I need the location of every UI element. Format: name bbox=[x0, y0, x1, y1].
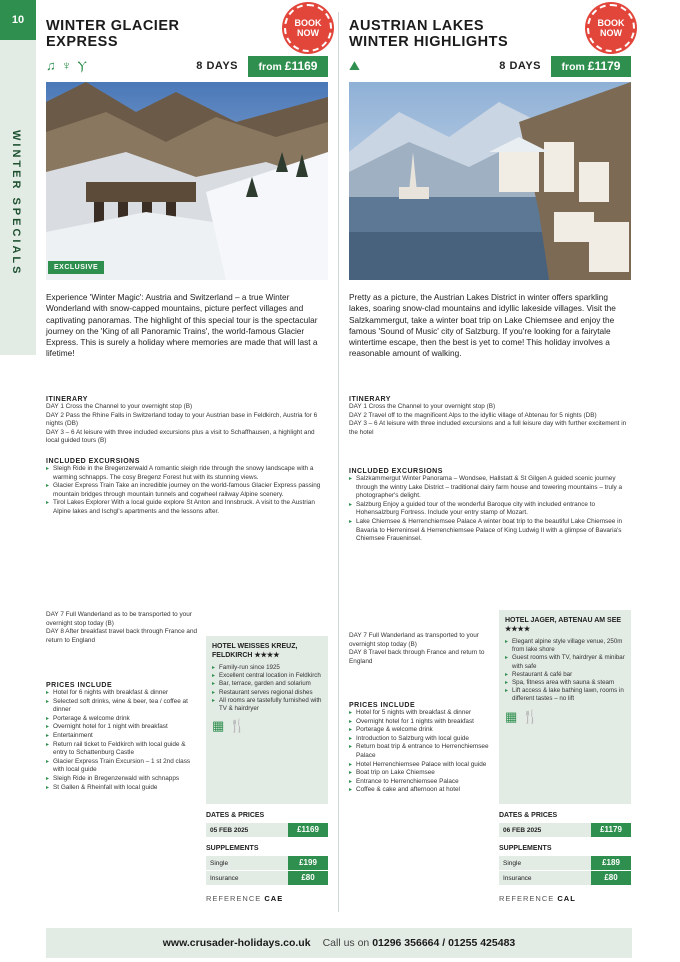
tour-photo-train-bridge bbox=[46, 82, 328, 280]
column-divider bbox=[338, 12, 339, 912]
list-item: ▸ Elegant alpine style village venue, 250m from lake shore bbox=[505, 638, 625, 654]
list-item: ▸ Tirol Lakes Explorer With a local guide explore St Anton and Innsbruck. A visit to the Austrian Alpine lakes and Ischgl's apartments and the lessons after. bbox=[46, 499, 328, 516]
table-row: Single £199 bbox=[206, 856, 328, 871]
tour-title: AUSTRIAN LAKES WINTER HIGHLIGHTS bbox=[349, 18, 509, 50]
itinerary-section: ITINERARY DAY 1 Cross the Channel to your overnight stop (B) DAY 2 Travel off to the magnificent Alps to the idyllic village of Abtenau for 5 nights (DB) DAY 3 – 6 At leisure with three included excursions and a full leisure day with further excitement in the hotel bbox=[349, 396, 627, 436]
section-label: WINTER SPECIALS bbox=[10, 130, 22, 277]
reference-code: REFERENCE CAL bbox=[499, 894, 576, 903]
list-item: ▸ Selected soft drinks, wine & beer, tea / coffee at dinner bbox=[46, 698, 196, 715]
from-price-badge: from £1179 bbox=[551, 56, 631, 77]
list-item: ▸ Boat trip on Lake Chiemsee bbox=[349, 769, 494, 778]
table-row: Insurance £80 bbox=[206, 871, 328, 886]
hotel-info-box: HOTEL WEISSES KREUZ, FELDKIRCH ★★★★ ▸ Family-run since 1925 ▸ Excellent central location in Feldkirch ▸ Bar, terrace, garden and solarium ▸ Restaurant serves regional dishes ▸ All rooms are tastefully furnished with TV & hairdryer ▦🍴 bbox=[206, 636, 328, 804]
list-item: ▸ Sleigh Ride in the Bregenzerwald A romantic sleigh ride through the snowy landscape with a warming schnapps. The cosy Bregenz Forest hut with its stunning views. bbox=[46, 465, 328, 482]
list-item: ▸ All rooms are tastefully furnished with TV & hairdryer bbox=[212, 697, 322, 713]
tour-intro: Experience 'Winter Magic': Austria and Switzerland – a true Winter Wonderland with snow-capped mountains, picture perfect villages and captivating panoramas. The highlight of this special tour is the spectacular journey on the 'King of all Panoramic Trains', the world-famous Glacier Express. This is surely a holiday where memories are made that will last a lifetime! bbox=[46, 292, 318, 359]
table-row: Single £189 bbox=[499, 856, 631, 871]
feature-icons bbox=[349, 58, 360, 74]
restaurant-icon: 🍴 bbox=[522, 708, 544, 724]
date-row: 05 FEB 2025 £1169 bbox=[206, 823, 328, 837]
list-item: ▸ Salzkammergut Winter Panorama – Wondsee, Hallstatt & St Gilgen A guided scenic journey through the wintry Lake District – traditional dairy farm house and towering mountains – truly a photographer's delight. bbox=[349, 475, 631, 501]
list-item: ▸ Coffee & cake and afternoon at hotel bbox=[349, 786, 494, 795]
final-days: DAY 7 Full Wanderland as transported to your overnight stop today (B) DAY 8 Travel back through France and return to England bbox=[349, 632, 485, 665]
list-item: ▸ Excellent central location in Feldkirch bbox=[212, 672, 322, 680]
from-price-badge: from £1169 bbox=[248, 56, 328, 77]
prices-include-section: PRICES INCLUDE ▸ Hotel for 5 nights with breakfast & dinner ▸ Overnight hotel for 1 nights with breakfast ▸ Porterage & welcome drink ▸ Introduction to Salzburg with local guide ▸ Return boat trip & entrance to Herrenchiemsee Palace ▸ Hotel Herrenchiemsee Palace with local guide ▸ Boat trip on Lake Chiemsee ▸ Entrance to Herrenchiemsee Palace ▸ Coffee & cake and afternoon at hotel bbox=[349, 696, 494, 795]
prices-include-section: PRICES INCLUDE ▸ Hotel for 6 nights with breakfast & dinner ▸ Selected soft drinks, wine & beer, tea / coffee at dinner ▸ Porterage & welcome drink ▸ Overnight hotel for 1 night with breakfast ▸ Entertainment ▸ Return rail ticket to Feldkirch with local guide & entry to Schattenburg Castle ▸ Glacier Express Train Excursion – 1 st 2nd class with local guide ▸ Sleigh Ride in Bregenzerwald with schnapps ▸ St Gallen & Rheinfall with local guide bbox=[46, 676, 196, 792]
list-item: ▸ Glacier Express Train Take an incredible journey on the world-famous Glacier Express passing mountain bridges through mountain tunnels and cogwheel railway Alpine scenery. bbox=[46, 482, 328, 499]
list-item: ▸ Lift access & lake bathing lawn, rooms in different tastes – no lift bbox=[505, 687, 625, 703]
tour-photo-hallstatt-lake bbox=[349, 82, 631, 280]
feature-icons bbox=[46, 58, 87, 74]
tour-intro: Pretty as a picture, the Austrian Lakes District in winter offers sparkling lakes, soaring snow-clad mountains and idyllic lakeside villages. Visit the Salzkammergut, take a winter boat trip on Lake Chiemsee and enjoy the famous 'Sound of Music' city of Salzburg. If you're looking for a fairytale wintertime escape, then the best is yet to come! This holiday involves a reasonable amount of walking. bbox=[349, 292, 616, 359]
supplements-table bbox=[206, 856, 328, 886]
list-item: ▸ Bar, terrace, garden and solarium bbox=[212, 680, 322, 688]
list-item: ▸ Hotel for 6 nights with breakfast & dinner bbox=[46, 689, 196, 698]
list-item: ▸ Lake Chiemsee & Herrenchiemsee Palace A winter boat trip to the beautiful Lake Chiemsee in Bavaria to Herreninsel & Herrenchiemsee Palace of King Ludwig II with a glimpse of Bavaria's Chiemsee Fraueninsel. bbox=[349, 518, 631, 544]
list-item: ▸ Porterage & welcome drink bbox=[349, 726, 494, 735]
excursions-section: INCLUDED EXCURSIONS ▸ Salzkammergut Winter Panorama – Wondsee, Hallstatt & St Gilgen A guided scenic journey through the wintry Lake District – traditional dairy farm house and towering mountains – truly a photographer's delight. ▸ Salzburg Enjoy a guided tour of the wonderful Baroque city with included entrance to Hohensalzburg Fortress. Include your entry stamp of Mozart. ▸ Lake Chiemsee & Herrenchiemsee Palace A winter boat trip to the beautiful Lake Chiemsee in Bavaria to Herreninsel & Herrenchiemsee Palace of King Ludwig II with a glimpse of Bavaria's Chiemsee Fraueninsel. bbox=[349, 462, 631, 544]
list-item: ▸ St Gallen & Rheinfall with local guide bbox=[46, 784, 196, 793]
list-item: ▸ Return rail ticket to Feldkirch with local guide & entry to Schattenburg Castle bbox=[46, 741, 196, 758]
book-now-badge[interactable]: BOOK NOW bbox=[587, 4, 635, 52]
list-item: ▸ Hotel Herrenchiemsee Palace with local guide bbox=[349, 761, 494, 770]
restaurant-icon: 🍴 bbox=[229, 718, 251, 734]
list-item: ▸ Guest rooms with TV, hairdryer & minibar with safe bbox=[505, 654, 625, 670]
reference-code: REFERENCE CAE bbox=[206, 894, 284, 903]
supplements-table bbox=[499, 856, 631, 886]
list-item: ▸ Spa, fitness area with sauna & steam bbox=[505, 679, 625, 687]
music-icon: ♫ bbox=[46, 58, 56, 73]
list-item: ▸ Return boat trip & entrance to Herrenchiemsee Palace bbox=[349, 743, 494, 760]
list-item: ▸ Porterage & welcome drink bbox=[46, 715, 196, 724]
list-item: ▸ Salzburg Enjoy a guided tour of the wonderful Baroque city with included entrance to Hohensalzburg Fortress. Include your entry stamp of Mozart. bbox=[349, 501, 631, 518]
building-icon: ▦ bbox=[212, 718, 230, 734]
list-item: ▸ Introduction to Salzburg with local guide bbox=[349, 735, 494, 744]
hotel-info-box: HOTEL JAGER, ABTENAU AM SEE ★★★★ ▸ Elegant alpine style village venue, 250m from lake shore ▸ Guest rooms with TV, hairdryer & minibar with safe ▸ Restaurant & café bar ▸ Spa, fitness area with sauna & steam ▸ Lift access & lake bathing lawn, rooms in different tastes – no lift ▦🍴 bbox=[499, 610, 631, 804]
glass-icon: ♆ bbox=[61, 58, 72, 73]
mountain-icon: ⛰ bbox=[349, 58, 360, 73]
website-link[interactable]: www.crusader-holidays.co.uk bbox=[162, 937, 311, 949]
list-item: ▸ Sleigh Ride in Bregenzerwald with schnapps bbox=[46, 775, 196, 784]
table-row: Insurance £80 bbox=[499, 871, 631, 886]
dates-prices-box: DATES & PRICES 05 FEB 2025 £1169 SUPPLEMENTS Single £199 Insurance £80 REFERENCE CAE bbox=[206, 812, 328, 903]
list-item: ▸ Entertainment bbox=[46, 732, 196, 741]
page-number: 10 bbox=[0, 0, 36, 40]
date-row: 06 FEB 2025 £1179 bbox=[499, 823, 631, 837]
duration: 8 DAYS bbox=[196, 60, 238, 72]
footer-contact-bar bbox=[46, 928, 632, 958]
list-item: ▸ Overnight hotel for 1 night with breakfast bbox=[46, 723, 196, 732]
final-days: DAY 7 Full Wanderland as to be transported to your overnight stop today (B) DAY 8 After breakfast travel back through France and return to England bbox=[46, 611, 198, 644]
phone-numbers: Call us on 01296 356664 / 01255 425483 bbox=[322, 937, 516, 949]
list-item: ▸ Restaurant & café bar bbox=[505, 671, 625, 679]
list-item: ▸ Family-run since 1925 bbox=[212, 664, 322, 672]
excursions-section: INCLUDED EXCURSIONS ▸ Sleigh Ride in the Bregenzerwald A romantic sleigh ride through the snowy landscape with a warming schnapps. The cosy Bregenz Forest hut with its stunning views. ▸ Glacier Express Train Take an incredible journey on the world-famous Glacier Express passing mountain bridges through mountain tunnels and cogwheel railway Alpine scenery. ▸ Tirol Lakes Explorer With a local guide explore St Anton and Innsbruck. A visit to the Austrian Alpine lakes and Ischgl's apartments and the lessons after. bbox=[46, 452, 328, 517]
book-now-badge[interactable]: BOOK NOW bbox=[284, 4, 332, 52]
dates-prices-box: DATES & PRICES 06 FEB 2025 £1179 SUPPLEMENTS Single £189 Insurance £80 REFERENCE CAL bbox=[499, 812, 631, 903]
drink-icon: Ⲩ bbox=[77, 58, 87, 73]
tour-title: WINTER GLACIER EXPRESS bbox=[46, 18, 180, 50]
itinerary-section: ITINERARY DAY 1 Cross the Channel to your overnight stop (B) DAY 2 Pass the Rhine Falls in Switzerland today to your Austrian base in Feldkirch, Austria for 6 nights (DB) DAY 3 – 6 At leisure with three included excursions plus a visit to Schaffhausen, a highlight and local guided tours (B) bbox=[46, 396, 318, 445]
list-item: ▸ Overnight hotel for 1 nights with breakfast bbox=[349, 718, 494, 727]
list-item: ▸ Entrance to Herrenchiemsee Palace bbox=[349, 778, 494, 787]
list-item: ▸ Restaurant serves regional dishes bbox=[212, 689, 322, 697]
list-item: ▸ Glacier Express Train Excursion – 1 st 2nd class with local guide bbox=[46, 758, 196, 775]
duration: 8 DAYS bbox=[499, 60, 541, 72]
list-item: ▸ Hotel for 5 nights with breakfast & dinner bbox=[349, 709, 494, 718]
building-icon: ▦ bbox=[505, 708, 523, 724]
exclusive-ribbon: EXCLUSIVE bbox=[48, 261, 104, 274]
